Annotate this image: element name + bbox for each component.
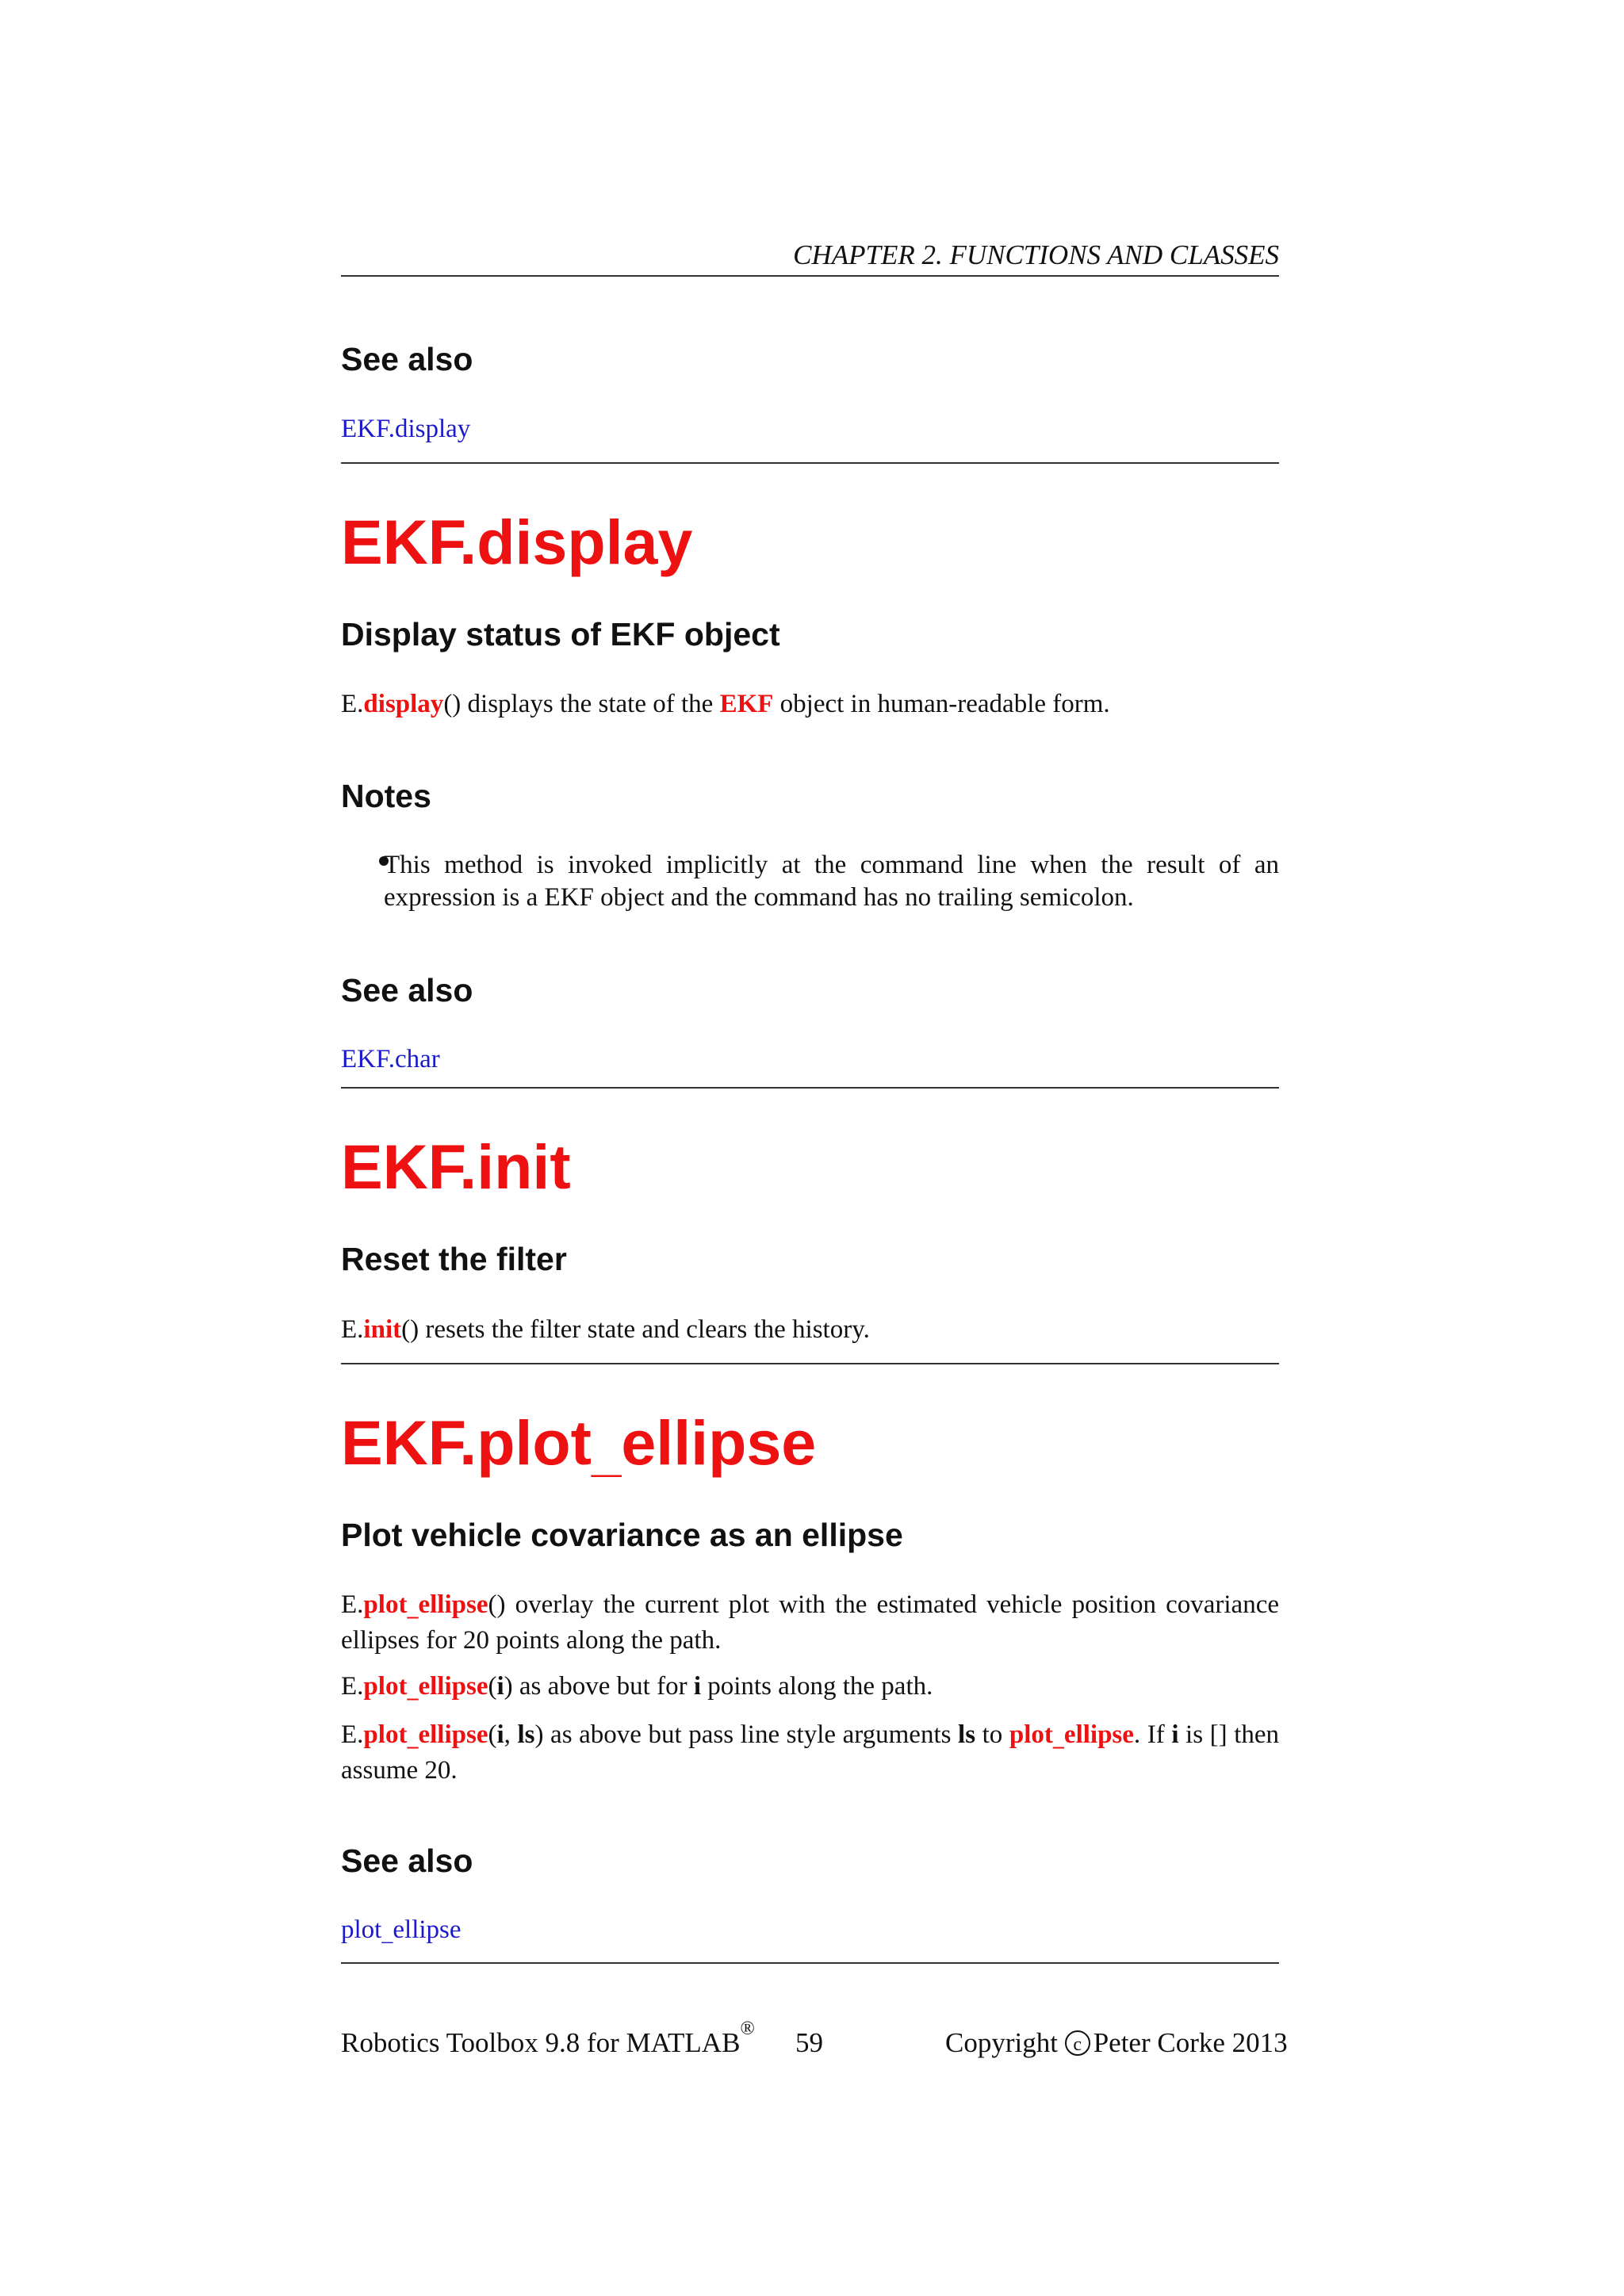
header-rule bbox=[341, 275, 1279, 277]
text: ) as above but for bbox=[504, 1672, 694, 1701]
description-paragraph bbox=[341, 1719, 1279, 1787]
section-subtitle: Reset the filter bbox=[341, 1241, 567, 1277]
function-name: plot_ellipse bbox=[363, 1720, 488, 1751]
section-subtitle: Display status of EKF object bbox=[341, 616, 780, 652]
see-also-link-plot-ellipse[interactable]: plot_ellipse bbox=[341, 1915, 462, 1946]
function-reference: plot_ellipse bbox=[1009, 1720, 1134, 1751]
text: object in human-readable form. bbox=[773, 690, 1110, 718]
function-name: plot_ellipse bbox=[363, 1590, 488, 1621]
argument: i bbox=[1171, 1720, 1179, 1749]
text: ) as above but pass line style arguments bbox=[534, 1720, 959, 1749]
section-divider bbox=[341, 1363, 1279, 1364]
section-title-ekf-display: EKF.display bbox=[341, 507, 693, 577]
title-underscore: _ bbox=[591, 1423, 622, 1483]
text: E. bbox=[341, 1720, 364, 1749]
copyright-owner: Peter Corke 2013 bbox=[1093, 2027, 1288, 2058]
description-paragraph bbox=[341, 688, 1279, 721]
see-also-heading: See also bbox=[341, 341, 473, 377]
running-head: CHAPTER 2. FUNCTIONS AND CLASSES bbox=[793, 239, 1279, 270]
text: E. bbox=[341, 1590, 364, 1619]
function-name: init bbox=[363, 1315, 402, 1344]
section-subtitle: Plot vehicle covariance as an ellipse bbox=[341, 1517, 903, 1553]
section-title-ekf-init: EKF.init bbox=[341, 1131, 571, 1202]
copyright-word: Copyright bbox=[945, 2027, 1065, 2058]
see-also-heading: See also bbox=[341, 972, 473, 1008]
title-part: ellipse bbox=[621, 1407, 817, 1478]
text: () overlay the current plot with the estimated vehicle position covariance ellipses for 20 points along the path. bbox=[341, 1590, 1279, 1655]
argument: i bbox=[693, 1672, 701, 1701]
page-number: 59 bbox=[795, 2027, 823, 2058]
registered-mark: ® bbox=[740, 2019, 755, 2039]
see-also-link-ekf-char[interactable]: EKF.char bbox=[341, 1045, 440, 1073]
title-part: EKF.plot bbox=[341, 1407, 592, 1478]
text: is [] then assume 20. bbox=[341, 1720, 1280, 1785]
see-also-link-ekf-display[interactable]: EKF.display bbox=[341, 415, 471, 443]
footer-copyright bbox=[945, 2026, 1288, 2061]
text: E. bbox=[341, 1315, 364, 1344]
copyright-icon: c bbox=[1065, 2030, 1090, 2056]
notes-heading: Notes bbox=[341, 778, 431, 814]
text: ( bbox=[488, 1672, 497, 1701]
argument: ls bbox=[517, 1720, 535, 1749]
section-divider bbox=[341, 462, 1279, 464]
footer-left bbox=[341, 2019, 755, 2061]
text: , bbox=[504, 1720, 518, 1749]
description-paragraph bbox=[341, 1670, 1279, 1706]
note-item: This method is invoked implicitly at the command line when the result of an expression is a EKF object and the command has no trailing semicolon. bbox=[384, 851, 1279, 912]
description-paragraph bbox=[341, 1589, 1279, 1657]
text: . If bbox=[1133, 1720, 1172, 1749]
text: points along the path. bbox=[700, 1672, 933, 1701]
text: ( bbox=[488, 1720, 497, 1749]
class-name: EKF bbox=[719, 690, 774, 718]
section-divider bbox=[341, 1962, 1279, 1964]
section-title-ekf-plot-ellipse bbox=[341, 1406, 816, 1490]
text: () displays the state of the bbox=[443, 690, 720, 718]
function-name: display bbox=[363, 690, 444, 718]
footer-title: Robotics Toolbox 9.8 for MATLAB bbox=[341, 2027, 741, 2058]
argument: i bbox=[496, 1672, 504, 1701]
section-divider bbox=[341, 1087, 1279, 1089]
argument: i bbox=[496, 1720, 504, 1749]
see-also-heading: See also bbox=[341, 1843, 473, 1879]
argument: ls bbox=[958, 1720, 976, 1749]
function-name: plot_ellipse bbox=[363, 1672, 488, 1703]
text: E. bbox=[341, 1672, 364, 1701]
text: () resets the filter state and clears the history. bbox=[401, 1315, 870, 1344]
description-paragraph bbox=[341, 1314, 1279, 1346]
text: to bbox=[975, 1720, 1009, 1749]
text: E. bbox=[341, 690, 364, 718]
